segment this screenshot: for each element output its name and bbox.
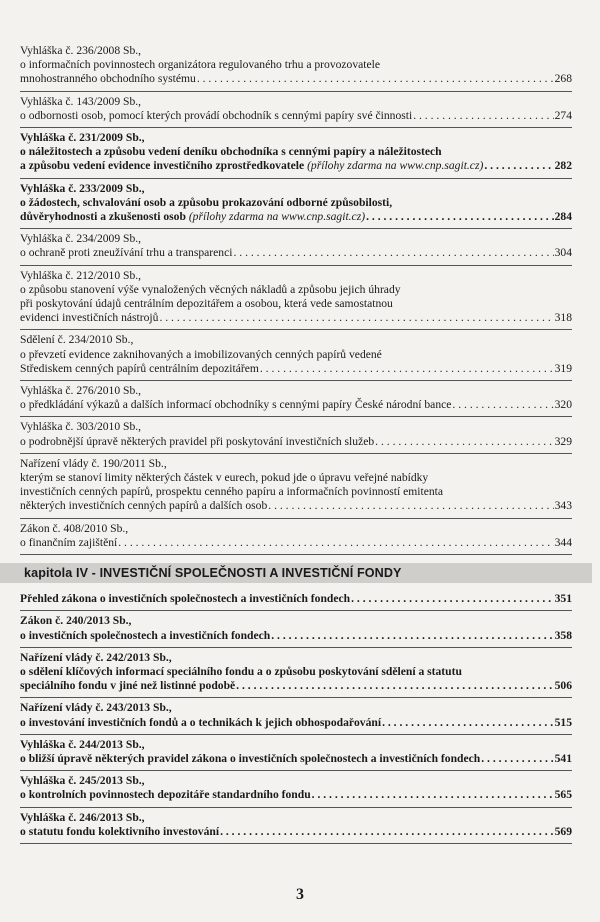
dot-leader (260, 362, 554, 376)
toc-page-number: 274 (554, 108, 572, 122)
toc-entry-heading: Vyhláška č. 143/2009 Sb., (20, 94, 142, 108)
toc-section-iv (20, 589, 572, 844)
dot-leader (159, 311, 553, 325)
toc-entry-text: některých investičních cenných papírů a dalších osob (20, 499, 268, 513)
dot-leader (452, 398, 553, 412)
chapter-heading: kapitola IV - INVESTIČNÍ SPOLEČNOSTI A INVESTIČNÍ FONDY (0, 563, 592, 583)
toc-entry (20, 808, 572, 844)
toc-entry-last-line (20, 362, 572, 376)
toc-entry-title-line (20, 499, 267, 513)
toc-entry (20, 454, 572, 519)
table-of-contents (20, 44, 572, 844)
toc-entry-heading: Zákon č. 408/2010 Sb., (20, 521, 129, 535)
toc-entry-title-line: o sdělení klíčových informací speciálního fondu a o způsobu poskytování sdělení a statutu (20, 664, 462, 678)
toc-entry-heading: Nařízení vlády č. 190/2011 Sb., (20, 456, 167, 470)
toc-section-iii (20, 44, 572, 555)
toc-entry-title-line (20, 109, 412, 123)
dot-leader (220, 825, 554, 839)
dot-leader (484, 159, 553, 173)
toc-entry-title-line (20, 752, 480, 766)
toc-entry-text: mnohostranného obchodního systému (20, 72, 196, 86)
toc-page-number: 320 (554, 398, 572, 412)
toc-page-number: 329 (554, 434, 572, 448)
toc-entry-title-line (20, 159, 483, 173)
toc-entry-title-line (20, 788, 311, 802)
toc-entry (20, 771, 572, 807)
toc-entry-note: (přílohy zdarma na www.cnp.sagit.cz) (307, 159, 484, 173)
toc-entry-heading: Vyhláška č. 244/2013 Sb., (20, 737, 145, 751)
toc-entry-title-line (20, 679, 235, 693)
dot-leader (197, 72, 554, 86)
toc-entry-text: Přehled zákona o investičních společnostech a investičních fondech (20, 592, 351, 606)
toc-entry-last-line (20, 752, 572, 766)
toc-entry-last-line (20, 788, 572, 802)
toc-page-number: 358 (554, 628, 572, 642)
toc-entry-last-line (20, 109, 572, 123)
toc-entry (20, 128, 572, 179)
toc-entry-title-line (20, 435, 374, 449)
toc-entry-title-line: o žádostech, schvalování osob a způsobu prokazování odborné způsobilosti, (20, 195, 393, 209)
toc-entry (20, 229, 572, 265)
toc-entry (20, 44, 572, 92)
toc-entry-heading: Vyhláška č. 233/2009 Sb., (20, 181, 145, 195)
toc-entry-last-line (20, 629, 572, 643)
dot-leader (233, 246, 553, 260)
toc-entry (20, 330, 572, 381)
toc-page-number: 343 (554, 499, 572, 513)
toc-entry-title-line: o převzetí evidence zaknihovaných a imobilizovaných cenných papírů vedené (20, 347, 382, 361)
toc-entry-title-line (20, 362, 259, 376)
toc-page-number: 344 (554, 535, 572, 549)
toc-entry-last-line (20, 592, 572, 606)
toc-entry-last-line (20, 159, 572, 173)
toc-entry-heading: Sdělení č. 234/2010 Sb., (20, 333, 134, 347)
dot-leader (268, 499, 553, 513)
toc-entry-title-line (20, 592, 350, 606)
toc-page-number: 284 (554, 210, 572, 224)
toc-page-number: 506 (554, 679, 572, 693)
toc-entry-heading: Vyhláška č. 246/2013 Sb., (20, 810, 145, 824)
toc-entry-last-line (20, 398, 572, 412)
toc-entry-text: o investování investičních fondů a o technikách k jejich obhospodařování (20, 715, 382, 729)
toc-entry-title-line (20, 536, 117, 550)
toc-entry-last-line (20, 72, 572, 86)
toc-entry-title-line (20, 398, 451, 412)
toc-entry-last-line (20, 499, 572, 513)
dot-leader (312, 788, 554, 802)
toc-entry-heading: Vyhláška č. 276/2010 Sb., (20, 384, 142, 398)
toc-entry (20, 417, 572, 453)
toc-entry-text: o statutu fondu kolektivního investování (20, 824, 220, 838)
toc-entry-text: speciálního fondu v jiné než listinné podobě (20, 679, 236, 693)
dot-leader (481, 752, 553, 766)
toc-entry-text: o předkládání výkazů a dalších informací obchodníky s cennými papíry České národní bance (20, 398, 452, 412)
toc-entry-heading: Nařízení vlády č. 242/2013 Sb., (20, 650, 172, 664)
toc-entry-text: o investičních společnostech a investičních fondech (20, 628, 271, 642)
toc-entry (20, 519, 572, 555)
toc-page-number: 565 (554, 788, 572, 802)
toc-entry-last-line (20, 536, 572, 550)
toc-page-number: 282 (554, 159, 572, 173)
toc-page-number: 318 (554, 311, 572, 325)
toc-entry-title-line: o informačních povinnostech organizátora regulovaného trhu a provozovatele (20, 58, 381, 72)
toc-entry-title-line: kterým se stanoví limity některých částek v eurech, pokud jde o úpravu veřejné nabídky (20, 471, 429, 485)
toc-entry-title-line (20, 210, 365, 224)
toc-entry-heading: Vyhláška č. 303/2010 Sb., (20, 420, 142, 434)
toc-entry-note: (přílohy zdarma na www.cnp.sagit.cz) (188, 210, 366, 224)
toc-page-number: 569 (554, 824, 572, 838)
dot-leader (351, 592, 554, 606)
toc-entry (20, 266, 572, 331)
toc-page-number: 351 (554, 592, 572, 606)
toc-entry-last-line (20, 716, 572, 730)
toc-entry-heading: Nařízení vlády č. 243/2013 Sb., (20, 701, 172, 715)
toc-entry-heading: Vyhláška č. 212/2010 Sb., (20, 268, 142, 282)
toc-entry-text: o podrobnější úpravě některých pravidel při poskytování investičních služeb (20, 434, 375, 448)
toc-entry (20, 589, 572, 611)
dot-leader (382, 716, 554, 730)
toc-entry-title-line (20, 311, 158, 325)
toc-entry-heading: Vyhláška č. 234/2009 Sb., (20, 232, 142, 246)
dot-leader (375, 435, 553, 449)
toc-entry-text: o ochraně proti zneužívání trhu a transparenci (20, 246, 233, 260)
toc-entry-text: o finančním zajištění (20, 535, 118, 549)
toc-entry-title-line: při poskytování údajů centrálním depozitářem a osobou, která vede samostatnou (20, 297, 393, 311)
toc-entry-title-line (20, 629, 270, 643)
dot-leader (236, 679, 553, 693)
dot-leader (118, 536, 553, 550)
toc-entry-last-line (20, 311, 572, 325)
toc-entry-last-line (20, 679, 572, 693)
toc-entry-text: evidenci investičních nástrojů (20, 311, 159, 325)
toc-entry-text: a způsobu vedení evidence investičního zprostředkovatele (20, 159, 305, 173)
toc-entry-heading: Vyhláška č. 231/2009 Sb., (20, 131, 145, 145)
toc-entry-title-line: o náležitostech a způsobu vedení deníku obchodníka s cennými papíry a náležitostech (20, 145, 442, 159)
toc-entry (20, 179, 572, 230)
toc-entry-title-line (20, 825, 219, 839)
toc-entry-text: o odbornosti osob, pomocí kterých provádí obchodník s cennými papíry své činnosti (20, 108, 413, 122)
toc-entry-text: důvěryhodnosti a zkušenosti osob (20, 210, 186, 224)
toc-entry-last-line (20, 246, 572, 260)
toc-entry-heading: Vyhláška č. 245/2013 Sb., (20, 774, 145, 788)
toc-entry-heading: Zákon č. 240/2013 Sb., (20, 614, 132, 628)
toc-entry-title-line (20, 72, 196, 86)
dot-leader (271, 629, 553, 643)
toc-entry (20, 648, 572, 699)
toc-entry-title-line (20, 246, 232, 260)
toc-page-number: 541 (554, 751, 572, 765)
toc-entry-text: o kontrolních povinnostech depozitáře standardního fondu (20, 788, 311, 802)
dot-leader (366, 210, 554, 224)
toc-entry-last-line (20, 210, 572, 224)
toc-entry (20, 92, 572, 128)
toc-entry-text: o bližší úpravě některých pravidel zákona o investičních společnostech a investičních fondech (20, 751, 481, 765)
toc-entry-heading: Vyhláška č. 236/2008 Sb., (20, 44, 142, 57)
toc-entry (20, 611, 572, 647)
toc-entry (20, 735, 572, 771)
toc-entry-last-line (20, 825, 572, 839)
toc-page-number: 319 (554, 361, 572, 375)
toc-page-number: 515 (554, 715, 572, 729)
dot-leader (413, 109, 553, 123)
toc-page-number: 304 (554, 246, 572, 260)
toc-entry-title-line: investičních cenných papírů, prospektu cenného papíru a informačních povinností emitenta (20, 485, 444, 499)
toc-entry-text: Střediskem cenných papírů centrálním depozitářem (20, 361, 259, 375)
toc-entry (20, 698, 572, 734)
page-number: 3 (296, 886, 304, 903)
toc-entry (20, 381, 572, 417)
toc-entry-title-line (20, 716, 381, 730)
toc-page-number: 268 (554, 72, 572, 86)
toc-entry-last-line (20, 435, 572, 449)
toc-entry-title-line: o způsobu stanovení výše vynaložených věcných nákladů a způsobu jejich úhrady (20, 282, 401, 296)
